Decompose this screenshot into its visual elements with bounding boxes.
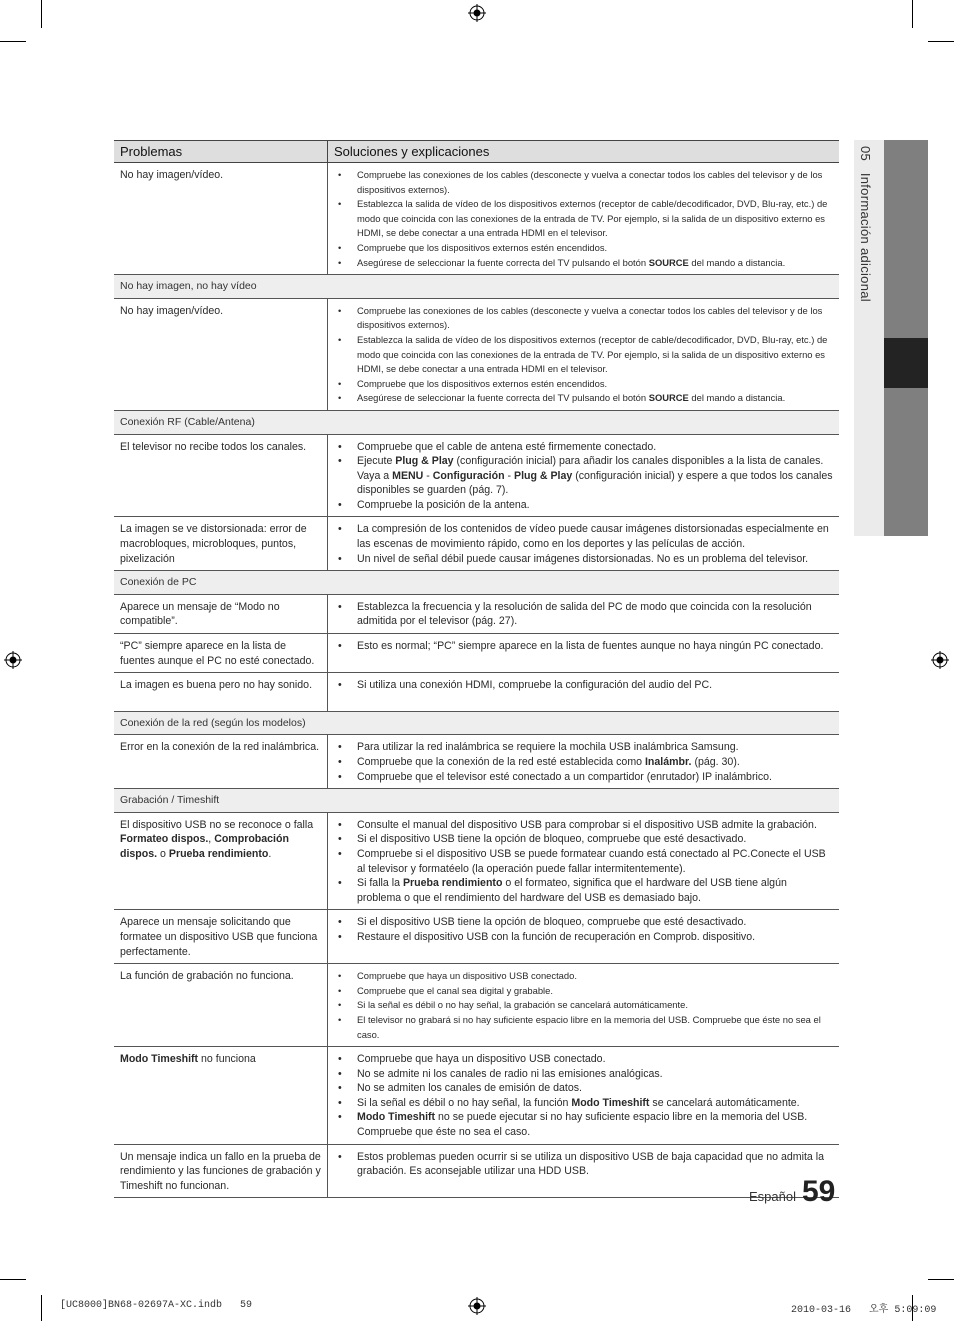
text-run: Aparece un mensaje solicitando que formatee un dispositivo USB que funciona perfectamente. xyxy=(120,916,318,958)
solution-item xyxy=(334,915,833,930)
table-row xyxy=(114,1047,839,1145)
table-header-row xyxy=(114,141,839,163)
solutions-cell xyxy=(328,673,840,712)
text-run: Compruebe si el dispositivo USB se puede formatear cuando está conectado al PC.Conecte el USB al televisor y formatéelo (la operación puede fallar intermitentemente). xyxy=(357,847,826,875)
text-run: No hay imagen/vídeo. xyxy=(120,304,224,317)
solutions-list xyxy=(334,522,833,566)
bold-term: Inalámbr. xyxy=(644,756,692,768)
text-run: Establezca la salida de vídeo de los dispositivos externos (receptor de cable/decodificador, DVD, Blu-ray, etc.) de modo que coincida con las conexiones de la entrada de TV. Por ejemplo, si la salida de un dispositivo externo es HDMI, se debe conectar a una entrada HDMI en el televisor. xyxy=(357,198,828,239)
solutions-cell xyxy=(328,517,840,571)
bold-term: Configuración xyxy=(432,469,505,482)
solutions-list xyxy=(334,915,833,944)
text-run: del mando a distancia. xyxy=(688,392,786,404)
text-run: Si el dispositivo USB tiene la opción de bloqueo, compruebe que esté desactivado. xyxy=(357,916,747,929)
text-run: Si utiliza una conexión HDMI, compruebe la configuración del audio del PC. xyxy=(357,679,713,692)
text-run: se cancelará automáticamente. xyxy=(649,1096,800,1109)
text-run: Para utilizar la red inalámbrica se requiere la mochila USB inalámbrica Samsung. xyxy=(357,741,739,754)
text-run: Un nivel de señal débil puede causar imágenes distorsionadas. No es un problema del televisor. xyxy=(357,552,809,565)
text-run: - xyxy=(504,469,514,482)
solution-item xyxy=(334,377,833,392)
section-label: Grabación / Timeshift xyxy=(114,789,839,813)
text-run: Aparece un mensaje de “Modo no compatible”. xyxy=(120,600,280,628)
text-run: Compruebe la posición de la antena. xyxy=(357,498,530,511)
solution-item xyxy=(334,930,833,945)
solution-item xyxy=(334,552,833,567)
text-run: El dispositivo USB no se reconoce o falla xyxy=(120,818,314,831)
solution-item xyxy=(334,256,833,271)
registration-mark-icon xyxy=(468,4,486,22)
solution-item xyxy=(334,498,833,513)
text-run: Si el dispositivo USB tiene la opción de bloqueo, compruebe que esté desactivado. xyxy=(357,833,747,846)
problem-cell xyxy=(114,517,328,571)
bold-term: Plug & Play xyxy=(514,469,573,482)
solutions-cell xyxy=(328,1047,840,1145)
bold-term: Prueba rendimiento xyxy=(402,877,503,890)
text-run: Asegúrese de seleccionar la fuente correcta del TV pulsando el botón xyxy=(357,392,649,404)
text-run: Compruebe que el canal sea digital y grabable. xyxy=(357,984,553,996)
bold-term: SOURCE xyxy=(648,392,689,404)
solutions-cell xyxy=(328,163,840,275)
solution-item xyxy=(334,984,833,999)
solutions-cell xyxy=(328,910,840,964)
solutions-cell xyxy=(328,812,840,910)
table-row xyxy=(114,1144,839,1198)
crop-mark xyxy=(0,1279,26,1280)
solutions-column-header: Soluciones y explicaciones xyxy=(328,141,840,163)
text-run: Restaure el dispositivo USB con la función de recuperación en Comprob. dispositivo. xyxy=(357,930,756,943)
chapter-tab-strip xyxy=(884,140,928,338)
text-run: Establezca la frecuencia y la resolución de salida del PC de modo que coincida con la resolución admitida por el televisor (pág. 27). xyxy=(357,600,812,628)
text-run: Establezca la salida de vídeo de los dispositivos externos (receptor de cable/decodificador, DVD, Blu-ray, etc.) de modo que coincida con las conexiones de la entrada de TV. Por ejemplo, si la salida de un dispositivo externo es HDMI, se debe conectar a una entrada HDMI en el televisor. xyxy=(357,333,828,375)
solutions-list xyxy=(334,678,833,693)
solutions-list xyxy=(334,740,833,784)
solution-item xyxy=(334,304,833,333)
solutions-list xyxy=(334,600,833,629)
text-run: “PC” siempre aparece en la lista de fuentes aunque el PC no esté conectado. xyxy=(120,640,315,667)
problem-cell xyxy=(114,298,328,410)
bold-term: Modo Timeshift xyxy=(120,1053,199,1066)
bold-term: Comprobación dispos. xyxy=(120,833,289,860)
table-row xyxy=(114,964,839,1047)
text-run: no funciona xyxy=(198,1053,256,1066)
section-header-row xyxy=(114,275,839,299)
solution-item xyxy=(334,333,833,377)
text-run: Compruebe las conexiones de los cables (desconecte y vuelva a conectar todos los cables del televisor y de los dispositivos externos). xyxy=(357,304,823,331)
chapter-tab-marker xyxy=(884,338,928,388)
solution-item xyxy=(334,678,833,693)
text-run: - xyxy=(423,469,433,482)
text-run: Compruebe que los dispositivos externos estén encendidos. xyxy=(357,241,608,253)
table-row xyxy=(114,634,839,673)
text-run: La imagen se ve distorsionada: error de macrobloques, microbloques, puntos, pixelización xyxy=(120,523,307,565)
solution-item xyxy=(334,1110,833,1139)
solution-item xyxy=(334,440,833,455)
problem-cell xyxy=(114,634,328,673)
solutions-list xyxy=(334,1150,833,1179)
problem-cell xyxy=(114,434,328,517)
text-run: El televisor no grabará si no hay suficiente espacio libre en la memoria del USB. Compruebe que éste no sea el caso. xyxy=(357,1013,821,1040)
crop-mark xyxy=(928,41,954,42)
problem-cell xyxy=(114,594,328,633)
solution-item xyxy=(334,522,833,551)
crop-mark xyxy=(41,0,42,28)
registration-mark-icon xyxy=(468,1297,486,1315)
text-run: (configuración inicial) para añadir los canales disponibles a la lista de canales. Vaya a xyxy=(357,455,824,482)
solution-item xyxy=(334,639,833,654)
text-run: , xyxy=(208,833,215,846)
solution-item xyxy=(334,1013,833,1042)
solution-item xyxy=(334,454,833,498)
problem-cell xyxy=(114,964,328,1047)
table-row xyxy=(114,910,839,964)
section-label: No hay imagen, no hay vídeo xyxy=(114,275,839,299)
text-run: Si la señal es débil o no hay señal, la grabación se cancelará automáticamente. xyxy=(357,999,688,1011)
table-row xyxy=(114,163,839,275)
registration-mark-icon xyxy=(4,651,22,669)
chapter-tab-label xyxy=(858,146,873,302)
text-run: La imagen es buena pero no hay sonido. xyxy=(120,679,313,692)
problem-cell xyxy=(114,735,328,789)
solutions-cell xyxy=(328,298,840,410)
solutions-list xyxy=(334,639,833,654)
page-number: 59 xyxy=(802,1175,836,1208)
table-row xyxy=(114,594,839,633)
crop-mark xyxy=(912,0,913,28)
solution-item xyxy=(334,770,833,785)
problem-cell xyxy=(114,1047,328,1145)
bold-term: MENU xyxy=(392,469,424,482)
solutions-list xyxy=(334,440,833,513)
solution-item xyxy=(334,847,833,876)
text-run: Esto es normal; “PC” siempre aparece en la lista de fuentes aunque no haya ningún PC conectado. xyxy=(357,640,824,653)
text-run: o el formateo, significa que el hardware del USB tiene algún problema o que el rendimiento del hardware del USB es demasiado bajo. xyxy=(357,877,787,904)
text-run: Asegúrese de seleccionar la fuente correcta del TV pulsando el botón xyxy=(357,256,649,268)
solutions-list xyxy=(334,818,833,906)
solutions-cell xyxy=(328,964,840,1047)
crop-mark xyxy=(0,41,26,42)
chapter-title: Información adicional xyxy=(858,172,873,302)
solutions-cell xyxy=(328,594,840,633)
section-header-row xyxy=(114,711,839,735)
text-run: Compruebe que el cable de antena esté firmemente conectado. xyxy=(357,440,657,453)
table-row xyxy=(114,298,839,410)
section-header-row xyxy=(114,789,839,813)
section-header-row xyxy=(114,410,839,434)
bold-term: Prueba rendimiento xyxy=(168,847,269,860)
solution-item xyxy=(334,241,833,256)
text-run: del mando a distancia. xyxy=(688,256,786,268)
bold-term: Modo Timeshift xyxy=(571,1096,650,1109)
text-run: Compruebe que el televisor esté conectado a un compartidor (enrutador) IP inalámbrico. xyxy=(357,770,772,783)
problems-column-header: Problemas xyxy=(114,141,328,163)
bold-term: SOURCE xyxy=(648,256,689,268)
text-run: La compresión de los contenidos de vídeo puede causar imágenes distorsionadas especialmente en las escenas de movimiento rápido, como en los deportes y las películas de acción. xyxy=(357,523,829,551)
solutions-cell xyxy=(328,735,840,789)
solution-item xyxy=(334,168,833,197)
problem-cell xyxy=(114,1144,328,1198)
problem-cell xyxy=(114,163,328,275)
text-run: Compruebe que haya un dispositivo USB conectado. xyxy=(357,970,577,982)
solutions-list xyxy=(334,1052,833,1140)
problem-cell xyxy=(114,910,328,964)
section-label: Conexión de PC xyxy=(114,571,839,595)
text-run: Ejecute xyxy=(357,455,396,468)
bold-term: Formateo dispos. xyxy=(120,833,209,846)
solution-item xyxy=(334,1052,833,1067)
text-run: Compruebe que los dispositivos externos estén encendidos. xyxy=(357,377,608,389)
solution-item xyxy=(334,1150,833,1179)
print-slug-file: [UC8000]BN68-02697A-XC.indb 59 xyxy=(60,1300,253,1311)
solutions-cell xyxy=(328,634,840,673)
text-run: no se puede ejecutar si no hay suficiente espacio libre en la memoria del USB. Compruebe que éste no sea el caso. xyxy=(357,1111,808,1139)
section-label: Conexión RF (Cable/Antena) xyxy=(114,410,839,434)
text-run: El televisor no recibe todos los canales. xyxy=(120,440,307,453)
text-run: No se admite ni los canales de radio ni las emisiones analógicas. xyxy=(357,1067,663,1080)
troubleshooting-table xyxy=(114,140,839,1198)
bold-term: Plug & Play xyxy=(395,455,454,468)
chapter-number: 05 xyxy=(858,146,873,162)
solution-item xyxy=(334,600,833,629)
registration-mark-icon xyxy=(931,651,949,669)
text-run: Compruebe las conexiones de los cables (desconecte y vuelva a conectar todos los cables del televisor y de los dispositivos externos). xyxy=(357,169,823,195)
solution-item xyxy=(334,876,833,905)
crop-mark xyxy=(41,1295,42,1321)
solution-item xyxy=(334,1081,833,1096)
text-run: o xyxy=(157,847,169,860)
section-label: Conexión de la red (según los modelos) xyxy=(114,711,839,735)
text-run: Consulte el manual del dispositivo USB para comprobar si el dispositivo USB admite la grabación. xyxy=(357,818,817,831)
table-row xyxy=(114,517,839,571)
bold-term: Modo Timeshift xyxy=(357,1111,436,1124)
solution-item xyxy=(334,818,833,833)
solution-item xyxy=(334,197,833,241)
text-run: Si la señal es débil o no hay señal, la función xyxy=(357,1096,572,1109)
print-slug-date: 2010-03-16 오후 5:09:09 xyxy=(791,1305,937,1316)
solutions-list xyxy=(334,969,833,1042)
table-row xyxy=(114,812,839,910)
text-run: Un mensaje indica un fallo en la prueba de rendimiento y las funciones de grabación y Timeshift no funcionan. xyxy=(120,1150,321,1192)
text-run: No se admiten los canales de emisión de datos. xyxy=(357,1082,582,1095)
solutions-list xyxy=(334,168,833,270)
section-header-row xyxy=(114,571,839,595)
text-run: La función de grabación no funciona. xyxy=(120,970,294,983)
text-run: Estos problemas pueden ocurrir si se utiliza un dispositivo USB de baja capacidad que no admita la grabación. Es aconsejable utilizar una HDD USB. xyxy=(357,1150,824,1178)
text-run: (configuración inicial) y espere a que todos los canales disponibles se guarden (pág. 7). xyxy=(357,469,833,497)
table-row xyxy=(114,735,839,789)
solution-item xyxy=(334,755,833,770)
chapter-tab-strip xyxy=(884,388,928,536)
crop-mark xyxy=(928,1279,954,1280)
solutions-list xyxy=(334,304,833,406)
text-run: Compruebe que haya un dispositivo USB conectado. xyxy=(357,1053,606,1066)
table-body xyxy=(114,163,839,1198)
text-run: . xyxy=(268,847,272,860)
text-run: No hay imagen/vídeo. xyxy=(120,169,224,181)
text-run: (pág. 30). xyxy=(691,756,740,768)
solution-item xyxy=(334,1067,833,1082)
solution-item xyxy=(334,391,833,406)
solution-item xyxy=(334,998,833,1013)
text-run: Compruebe que la conexión de la red esté establecida como xyxy=(357,756,645,768)
text-run: Error en la conexión de la red inalámbrica. xyxy=(120,741,320,754)
table-row xyxy=(114,673,839,712)
solution-item xyxy=(334,969,833,984)
table-row xyxy=(114,434,839,517)
text-run: Si falla la xyxy=(357,877,403,890)
solution-item xyxy=(334,832,833,847)
problem-cell xyxy=(114,673,328,712)
solution-item xyxy=(334,740,833,755)
solution-item xyxy=(334,1096,833,1111)
problem-cell xyxy=(114,812,328,910)
footer-language: Español xyxy=(749,1189,796,1204)
solutions-cell xyxy=(328,434,840,517)
